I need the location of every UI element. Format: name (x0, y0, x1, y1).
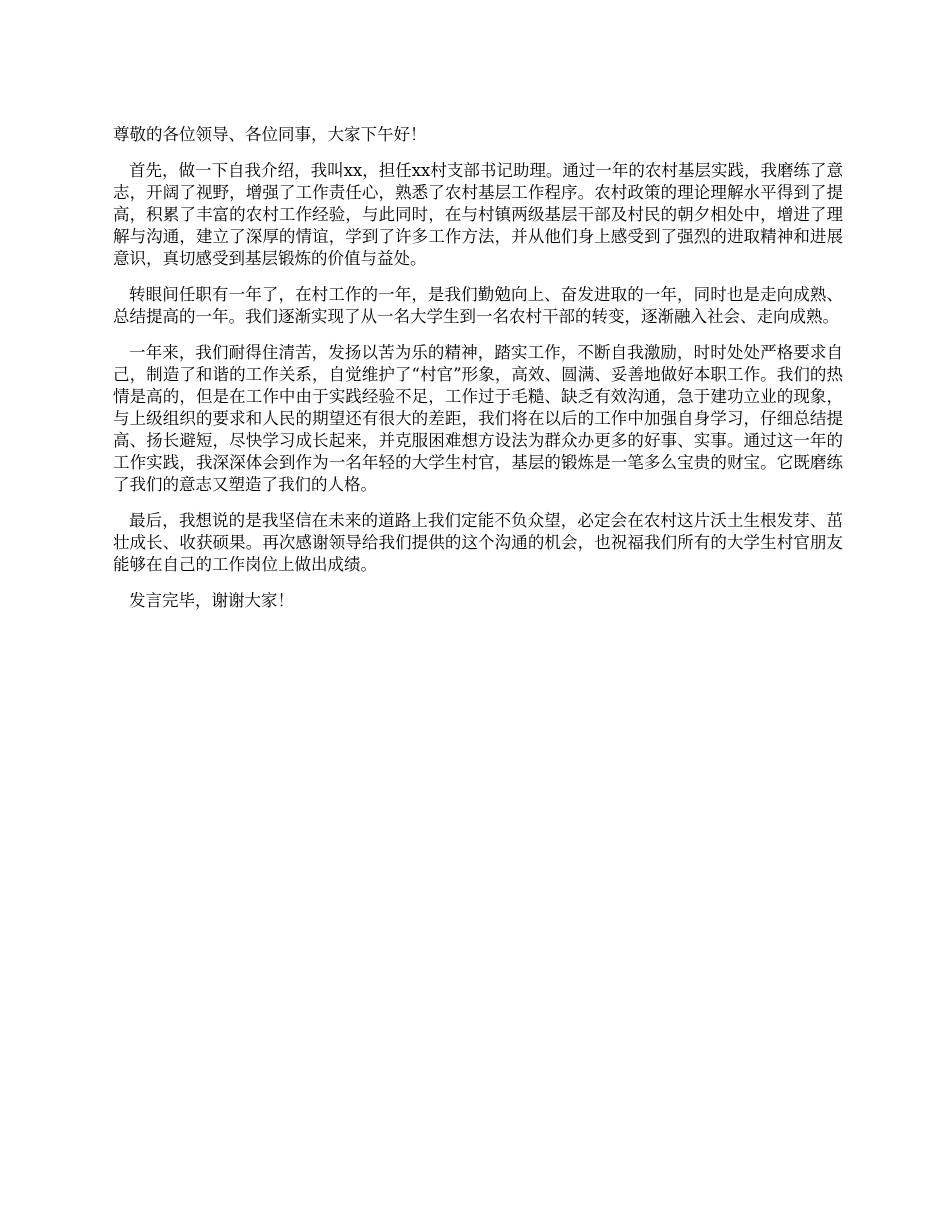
paragraph-self-introduction: 首先，做一下自我介绍，我叫xx，担任xx村支部书记助理。通过一年的农村基层实践，我磨练了意志，开阔了视野，增强了工作责任心，熟悉了农村基层工作程序。农村政策的理论理解水平得到了提高，积累了丰富的农村工作经验，与此同时，在与村镇两级基层干部及村民的朝夕相处中，增进了理解与沟通，建立了深厚的情谊，学到了许多工作方法，并从他们身上感受到了强烈的进取精神和进展意识，真切感受到基层锻炼的价值与益处。 (113, 161, 843, 268)
paragraph-work-reflection: 一年来，我们耐得住清苦，发扬以苦为乐的精神，踏实工作，不断自我激励，时时处处严格要求自己，制造了和谐的工作关系，自觉维护了“村官”形象，高效、圆满、妥善地做好本职工作。我们的热情是高的，但是在工作中由于实践经验不足，工作过于毛糙、缺乏有效沟通，急于建功立业的现象，与上级组织的要求和人民的期望还有很大的差距，我们将在以后的工作中加强自身学习，仔细总结提高、扬长避短，尽快学习成长起来，并克服困难想方设法为群众办更多的好事、实事。通过这一年的工作实践，我深深体会到作为一名年轻的大学生村官，基层的锻炼是一笔多么宝贵的财宝。它既磨练了我们的意志又塑造了我们的人格。 (113, 343, 843, 494)
greeting-line: 尊敬的各位领导、各位同事，大家下午好！ (113, 125, 427, 144)
paragraph-one-year-review: 转眼间任职有一年了，在村工作的一年，是我们勤勉向上、奋发进取的一年，同时也是走向成熟、总结提高的一年。我们逐渐实现了从一名大学生到一名农村干部的转变，逐渐融入社会、走向成熟。 (113, 285, 843, 326)
paragraph-closing-wishes: 最后，我想说的是我坚信在未来的道路上我们定能不负众望，必定会在农村这片沃土生根发芽、茁壮成长、收获硕果。再次感谢领导给我们提供的这个沟通的机会，也祝福我们所有的大学生村官朋友能够在自己的工作岗位上做出成绩。 (113, 511, 843, 574)
document-page (113, 124, 843, 626)
paragraph-thank-you: 发言完毕，谢谢大家！ (129, 591, 294, 610)
